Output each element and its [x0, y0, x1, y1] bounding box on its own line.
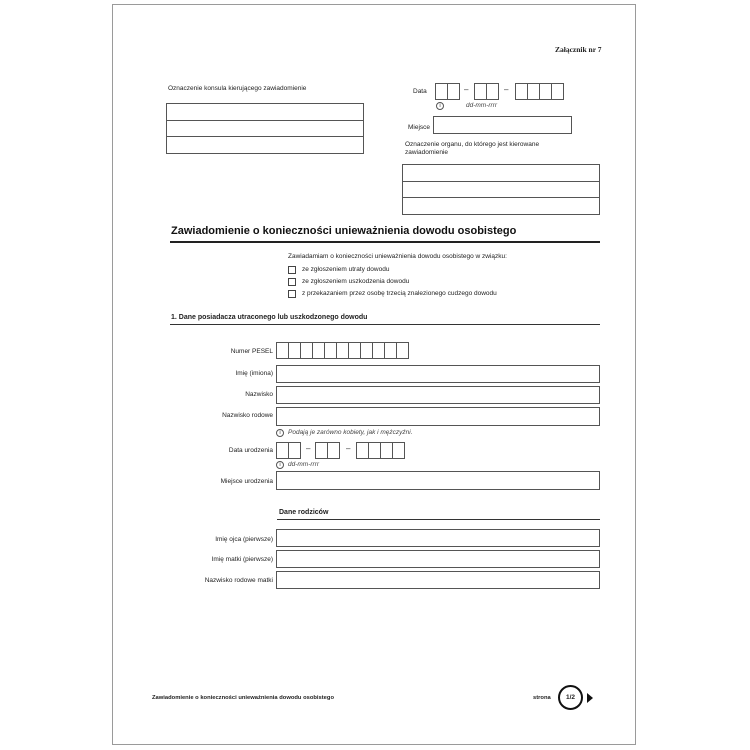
birth-date-label: Data urodzenia [228, 447, 273, 454]
mother-family-name-field[interactable] [276, 571, 600, 589]
checkbox-found[interactable] [288, 290, 296, 298]
place-label: Miejsce [408, 124, 431, 131]
form-title: Zawiadomienie o konieczności unieważnienia dowodu osobistego [171, 225, 517, 237]
family-name-field[interactable] [276, 407, 600, 426]
consul-label: Oznaczenie konsula kierującego zawiadomienie [168, 85, 307, 92]
parents-rule [277, 519, 600, 520]
birth-place-label: Miejsce urodzenia [220, 478, 273, 485]
option-found-label: z przekazaniem przez osobę trzecią znalezionego cudzego dowodu [302, 290, 497, 297]
first-name-field[interactable] [276, 365, 600, 383]
info-icon: i [276, 429, 284, 437]
section1-rule [170, 324, 600, 325]
info-icon: i [436, 102, 444, 110]
next-page-arrow-icon[interactable] [587, 693, 593, 703]
mother-name-label: Imię matki (pierwsze) [211, 556, 273, 563]
surname-label: Nazwisko [245, 391, 273, 398]
father-name-label: Imię ojca (pierwsze) [215, 536, 273, 543]
info-icon: i [276, 461, 284, 469]
birth-place-field[interactable] [276, 471, 600, 490]
birth-month-2[interactable] [327, 442, 340, 459]
checkbox-loss[interactable] [288, 266, 296, 274]
section1-heading: 1. Dane posiadacza utraconego lub uszkodzonego dowodu [171, 314, 368, 321]
date-day-2[interactable] [447, 83, 460, 100]
father-name-field[interactable] [276, 529, 600, 547]
family-name-hint: Podają je zarówno kobiety, jak i mężczyźni. [288, 429, 413, 436]
consul-field-3[interactable] [166, 136, 364, 154]
mother-family-name-label: Nazwisko rodowe matki [204, 577, 273, 584]
date-month-2[interactable] [486, 83, 499, 100]
pesel-label: Numer PESEL [230, 348, 273, 355]
date-separator-2: – [504, 85, 509, 94]
place-field[interactable] [433, 116, 572, 134]
form-page [112, 4, 636, 745]
authority-field-3[interactable] [402, 197, 600, 215]
footer-page-label: strona [533, 695, 551, 701]
annex-label: Załącznik nr 7 [555, 45, 602, 54]
consul-field-1[interactable] [166, 103, 364, 121]
option-damage-label: ze zgłoszeniem uszkodzenia dowodu [302, 278, 410, 285]
birth-date-hint: dd-mm-rrrr [288, 461, 320, 468]
page-number-badge [558, 685, 583, 710]
date-separator-1: – [464, 85, 469, 94]
authority-field-2[interactable] [402, 181, 600, 198]
date-hint: dd-mm-rrrr [466, 102, 498, 109]
family-name-label: Nazwisko rodowe [222, 412, 273, 419]
intro-text: Zawiadamiam o konieczności unieważnienia dowodu osobistego w związku: [288, 253, 507, 260]
date-label: Data [413, 88, 427, 95]
surname-field[interactable] [276, 386, 600, 404]
birth-date-separator-2: – [346, 444, 351, 453]
page-number: 1/2 [565, 694, 576, 701]
authority-field-1[interactable] [402, 164, 600, 182]
option-loss-label: ze zgłoszeniem utraty dowodu [302, 266, 390, 273]
mother-name-field[interactable] [276, 550, 600, 568]
first-name-label: Imię (imiona) [235, 370, 273, 377]
parents-heading: Dane rodziców [279, 509, 329, 516]
birth-year-4[interactable] [392, 442, 405, 459]
date-year-4[interactable] [551, 83, 564, 100]
title-rule [170, 241, 600, 243]
birth-date-separator-1: – [306, 444, 311, 453]
pesel-digit[interactable] [396, 342, 409, 359]
authority-label: Oznaczenie organu, do którego jest kierowane zawiadomienie [405, 141, 540, 156]
checkbox-damage[interactable] [288, 278, 296, 286]
consul-field-2[interactable] [166, 120, 364, 137]
footer-doc-title: Zawiadomienie o konieczności unieważnienia dowodu osobistego [152, 695, 334, 701]
birth-day-2[interactable] [288, 442, 301, 459]
